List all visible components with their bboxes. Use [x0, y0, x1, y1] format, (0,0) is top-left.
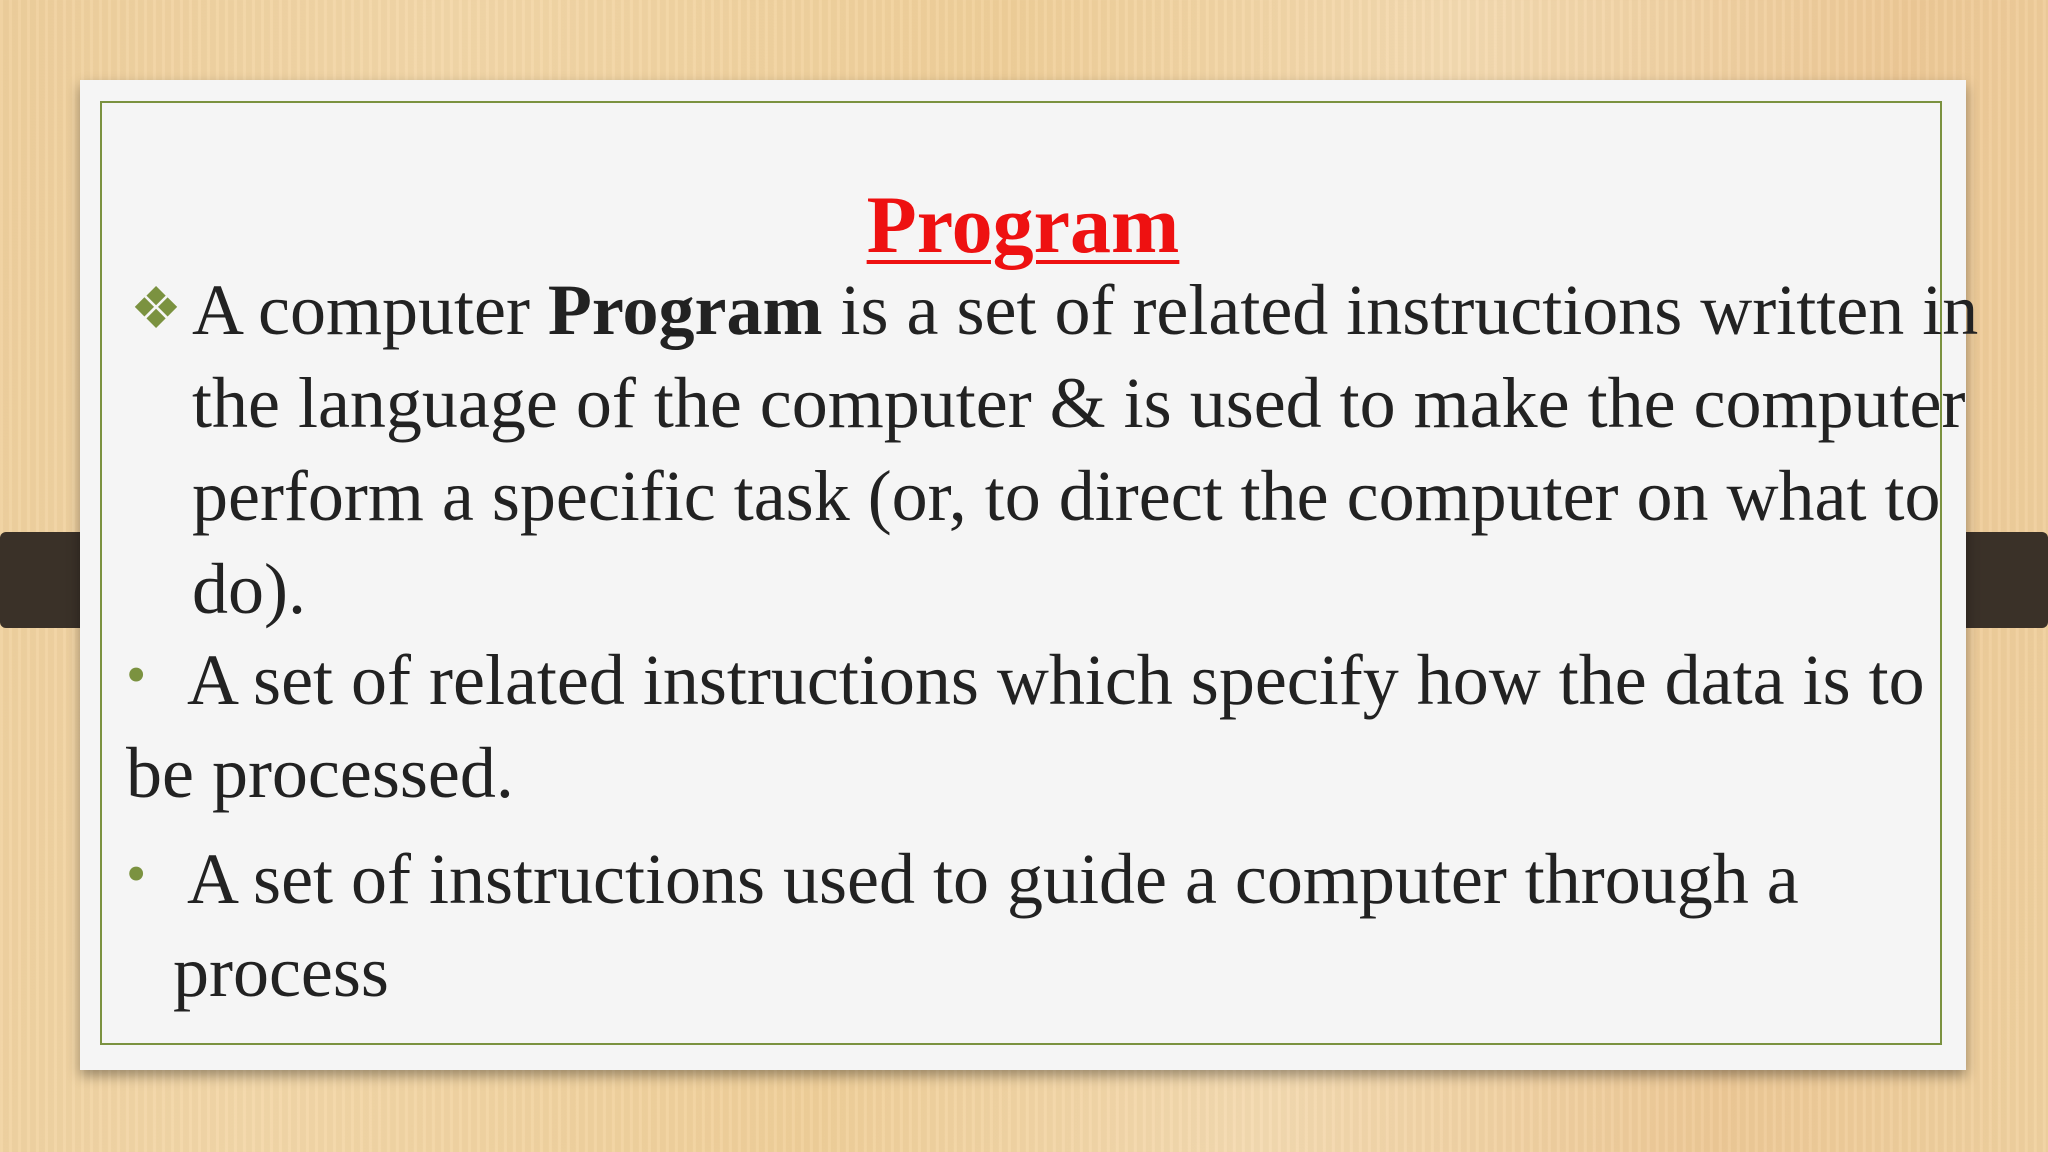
- definition-point: [130, 262, 2048, 636]
- definition-bold-term: Program: [547, 270, 823, 350]
- bullet-point-data: [126, 628, 1966, 820]
- dot-bullet-icon: •: [126, 841, 147, 906]
- bullet-point-process-text: A set of instructions used to guide a computer through a process: [173, 839, 1799, 1012]
- bullet-point-data-text: A set of related instructions which specify how the data is to be processed.: [126, 640, 1925, 813]
- slide-title: Program: [866, 179, 1180, 270]
- diamond-bullet-icon: ❖: [130, 276, 182, 341]
- dot-bullet-icon: •: [126, 642, 147, 707]
- bullet-point-process: [126, 827, 2003, 1019]
- slide-card: [80, 80, 1979, 1070]
- definition-text-end: is a set of related instructions written in the language of the computer & is used to make the computer perform a specific task (or, to direct the computer on what to do).: [192, 270, 1979, 629]
- definition-text-start: A computer: [192, 270, 548, 350]
